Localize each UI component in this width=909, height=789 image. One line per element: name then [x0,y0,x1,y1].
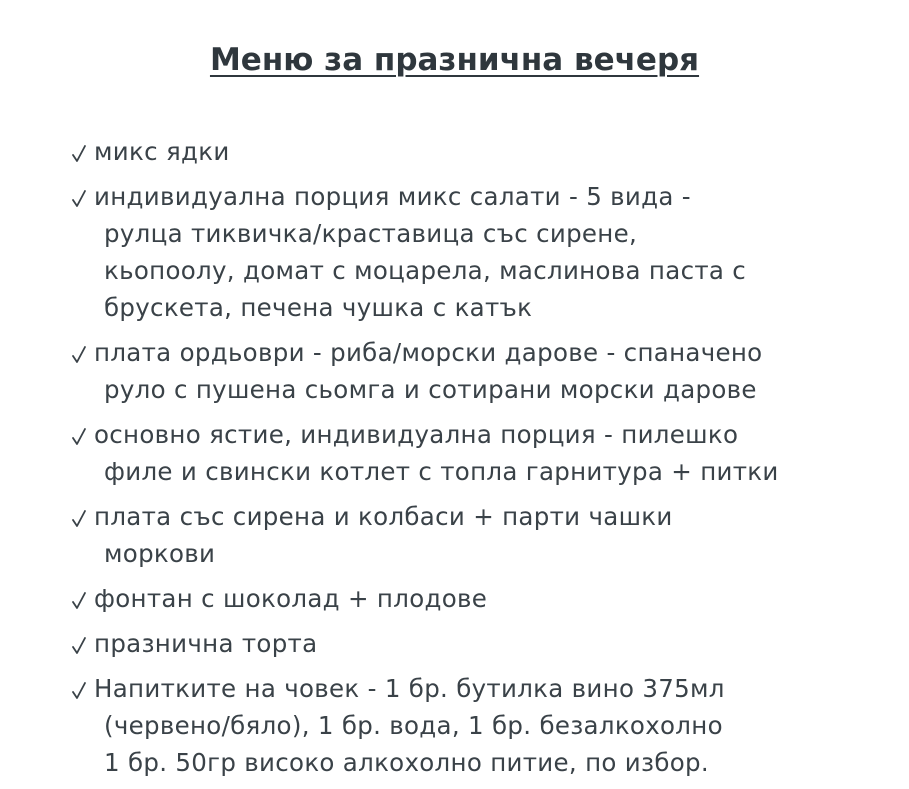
menu-item [72,580,892,617]
menu-item-line: празнична торта [94,629,318,658]
check-icon [72,590,86,610]
check-icon [72,344,86,364]
menu-item [72,625,892,662]
page-title: Меню за празнична вечеря [209,42,700,78]
menu-item-line: фонтан с шоколад + плодове [94,584,488,613]
menu-item [72,416,892,490]
check-icon [72,508,86,528]
menu-item-line: 1 бр. 50гр високо алкохолно питие, по избор. [104,748,709,777]
menu-item [72,670,892,781]
menu-item-line: основно ястие, индивидуална порция - пилешко [94,420,739,449]
check-icon [72,188,86,208]
menu-item-line: рулца тиквичка/краставица със сирене, [104,219,638,248]
check-icon [72,426,86,446]
menu-item-line: кьопоолу, домат с моцарела, маслинова паста с [104,256,747,285]
menu-item-line: плата със сирена и колбаси + парти чашки [94,502,673,531]
check-icon [72,680,86,700]
menu-item [72,133,892,170]
menu-item-line: (червено/бяло), 1 бр. вода, 1 бр. безалкохолно [104,711,723,740]
menu-item-line: филе и свински котлет с топла гарнитура + питки [104,457,779,486]
menu-item [72,334,892,408]
check-icon [72,635,86,655]
menu-list [72,133,892,789]
menu-item-line: плата ордьоври - риба/морски дарове - спаначено [94,338,763,367]
check-icon [72,143,86,163]
menu-item [72,498,892,572]
menu-item-line: брускета, печена чушка с катък [104,293,533,322]
menu-item-line: моркови [104,539,216,568]
menu-item-line: Напитките на човек - 1 бр. бутилка вино 375мл [94,674,725,703]
menu-item-line: микс ядки [94,137,230,166]
menu-item-line: руло с пушена сьомга и сотирани морски дарове [104,375,757,404]
menu-item [72,178,892,326]
menu-item-line: индивидуална порция микс салати - 5 вида - [94,182,691,211]
